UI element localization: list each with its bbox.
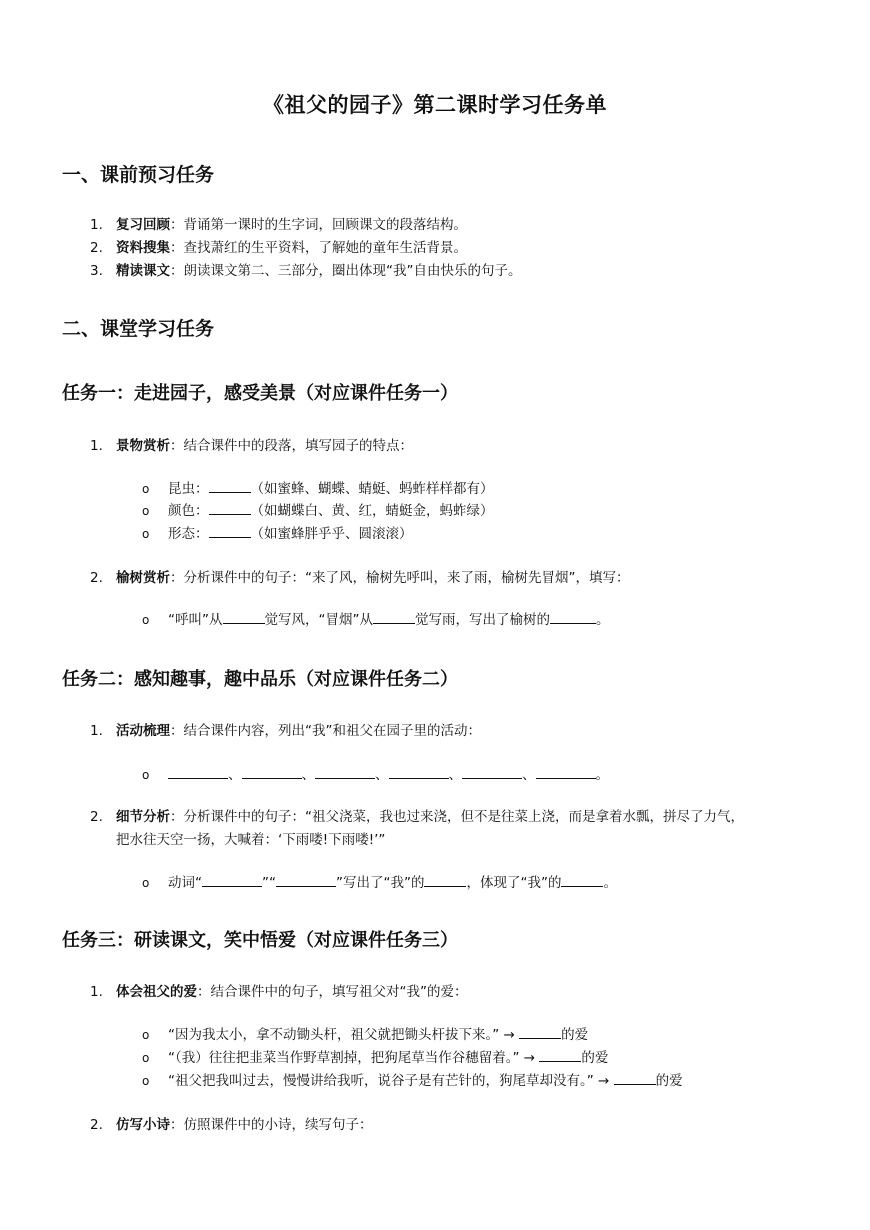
task1-heading: 任务一：走进园子，感受美景（对应课件任务一） — [62, 383, 458, 404]
item-label: 景物赏析 — [116, 438, 170, 454]
bullet-icon: o — [142, 613, 150, 627]
bullet-icon: o — [142, 1028, 150, 1042]
item-text: ：结合课件内容，列出“我”和祖父在园子里的活动： — [170, 723, 481, 739]
item-number: 1. — [90, 723, 103, 739]
list-item-continuation: 把水往天空一扬，大喊着：‘下雨喽!下雨喽!’” — [116, 832, 386, 848]
item-label: 榆树赏析 — [116, 570, 170, 586]
item-label: 活动梳理 — [116, 723, 170, 739]
fill-blank[interactable] — [424, 872, 466, 887]
item-number: 2. — [90, 809, 103, 825]
task3-heading: 任务三：研读课文，笑中悟爱（对应课件任务三） — [62, 930, 458, 951]
item-text: ：朗读课文第二、三部分，圈出体现“我”自由快乐的句子。 — [170, 263, 522, 279]
list-item — [90, 260, 820, 282]
fill-blank[interactable] — [550, 609, 596, 624]
item-number: 2. — [90, 1117, 103, 1133]
fill-blank[interactable] — [373, 609, 415, 624]
sub-item: o “呼叫”从 觉写风，“冒烟”从 觉写雨，写出了榆树的 。 — [142, 609, 820, 631]
bullet-icon: o — [142, 527, 150, 541]
section1-heading: 一、课前预习任务 — [62, 164, 215, 186]
sub-item: o 形态： （如蜜蜂胖乎乎、圆滚滚） — [142, 523, 820, 545]
list-item — [90, 214, 820, 236]
fill-blank[interactable] — [168, 764, 228, 779]
fill-blank[interactable] — [536, 764, 596, 779]
fill-blank[interactable] — [242, 764, 302, 779]
item-number: 2. — [90, 240, 103, 256]
fill-blank[interactable] — [462, 764, 522, 779]
bullet-icon: o — [142, 768, 150, 782]
item-text: ：结合课件中的句子，填写祖父对“我”的爱： — [197, 984, 468, 1000]
list-item — [90, 981, 820, 1003]
list-item — [90, 1114, 820, 1136]
sub-item: o “祖父把我叫过去，慢慢讲给我听，说谷子是有芒针的，狗尾草却没有。” → 的爱 — [142, 1070, 820, 1092]
list-item — [90, 567, 820, 589]
item-label: 仿写小诗 — [116, 1117, 170, 1133]
bullet-icon: o — [142, 482, 150, 496]
fill-blank[interactable] — [276, 872, 336, 887]
sub-item: o 动词“ ”“ ”写出了“我”的 ，体现了“我”的 。 — [142, 872, 820, 894]
fill-blank[interactable] — [519, 1024, 561, 1039]
fill-blank[interactable] — [209, 523, 251, 538]
bullet-icon: o — [142, 1051, 150, 1065]
item-text: ：分析课件中的句子：“祖父浇菜，我也过来浇，但不是往菜上浇，而是拿着水瓢，拼尽了力气， — [170, 809, 744, 825]
sub-item: o “（我）往往把韭菜当作野草割掉，把狗尾草当作谷穗留着。” → 的爱 — [142, 1047, 820, 1069]
item-label: 复习回顾 — [116, 217, 170, 233]
fill-blank[interactable] — [209, 500, 251, 515]
list-item — [90, 806, 820, 828]
fill-blank[interactable] — [223, 609, 265, 624]
bullet-icon: o — [142, 876, 150, 890]
task2-heading: 任务二：感知趣事，趣中品乐（对应课件任务二） — [62, 669, 458, 690]
list-item — [90, 720, 820, 742]
page-title: 《祖父的园子》第二课时学习任务单 — [263, 93, 607, 117]
item-number: 1. — [90, 984, 103, 1000]
item-label: 体会祖父的爱 — [116, 984, 197, 1000]
sub-item: o 、 、 、 、 、 。 — [142, 764, 820, 786]
fill-blank[interactable] — [209, 478, 251, 493]
bullet-icon: o — [142, 1074, 150, 1088]
item-number: 3. — [90, 263, 103, 279]
sub-item: o “因为我太小，拿不动锄头杆，祖父就把锄头杆拔下来。” → 的爱 — [142, 1024, 820, 1046]
list-item — [90, 435, 820, 457]
fill-blank[interactable] — [389, 764, 449, 779]
list-item — [90, 237, 820, 259]
item-number: 2. — [90, 570, 103, 586]
fill-blank[interactable] — [315, 764, 375, 779]
item-number: 1. — [90, 217, 103, 233]
fill-blank[interactable] — [614, 1070, 656, 1085]
item-text: ：背诵第一课时的生字词，回顾课文的段落结构。 — [170, 217, 467, 233]
item-text: ：结合课件中的段落，填写园子的特点： — [170, 438, 413, 454]
item-text: ：查找萧红的生平资料，了解她的童年生活背景。 — [170, 240, 467, 256]
fill-blank[interactable] — [202, 872, 262, 887]
item-label: 精读课文 — [116, 263, 170, 279]
item-label: 资料搜集 — [116, 240, 170, 256]
bullet-icon: o — [142, 504, 150, 518]
sub-item: o 昆虫： （如蜜蜂、蝴蝶、蜻蜓、蚂蚱样样都有） — [142, 478, 820, 500]
item-text: ：仿照课件中的小诗，续写句子： — [170, 1117, 373, 1133]
item-number: 1. — [90, 438, 103, 454]
item-text: ：分析课件中的句子：“来了风，榆树先呼叫，来了雨，榆树先冒烟”，填写： — [170, 570, 630, 586]
fill-blank[interactable] — [561, 872, 603, 887]
fill-blank[interactable] — [539, 1047, 581, 1062]
item-label: 细节分析 — [116, 809, 170, 825]
section2-heading: 二、课堂学习任务 — [62, 318, 215, 340]
sub-item: o 颜色： （如蝴蝶白、黄、红，蜻蜓金，蚂蚱绿） — [142, 500, 820, 522]
